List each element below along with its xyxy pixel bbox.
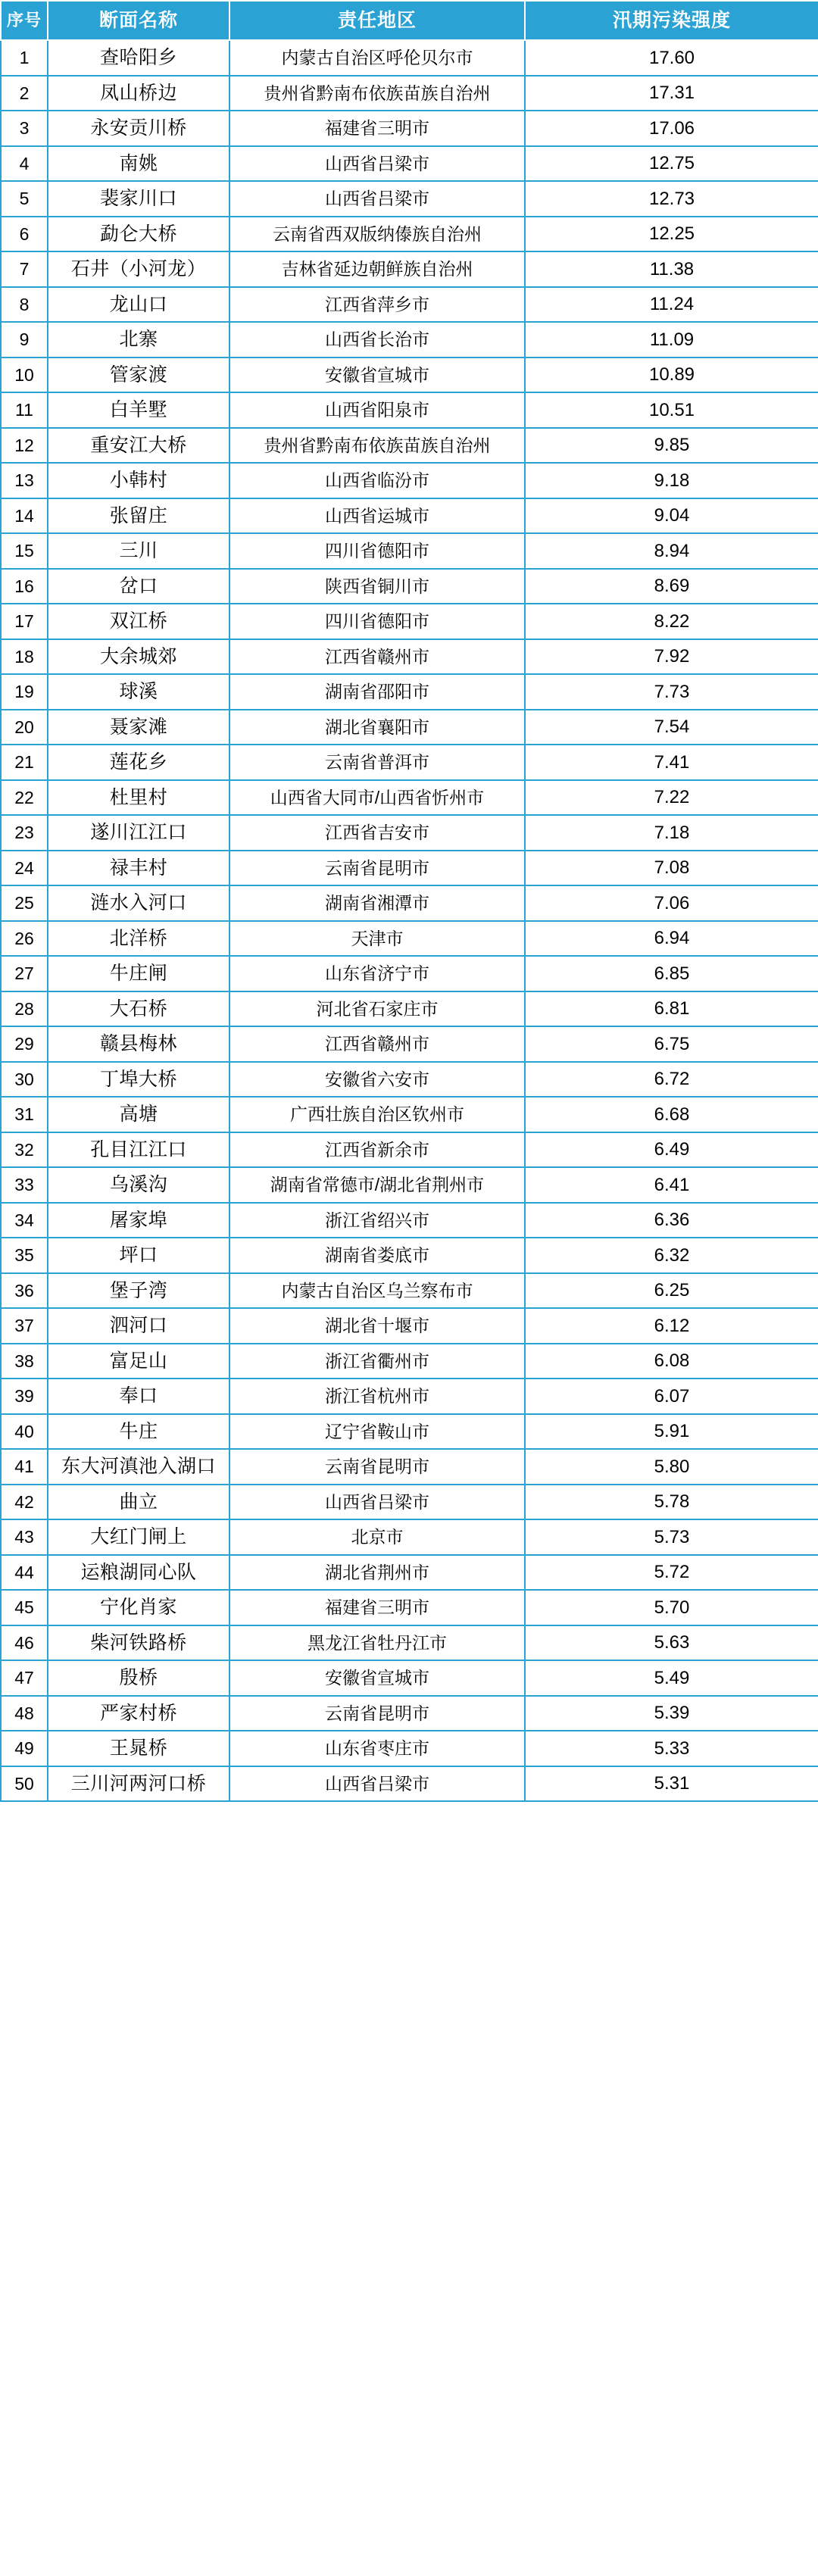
table-row: [1, 780, 818, 816]
cell-pollution-intensity: 7.92: [525, 639, 818, 675]
cell-region: 云南省普洱市: [229, 745, 525, 780]
cell-pollution-intensity: 9.04: [525, 498, 818, 534]
cell-section-name: 严家村桥: [48, 1696, 229, 1731]
cell-region: 山西省吕梁市: [229, 1766, 525, 1802]
cell-section-name: 莲花乡: [48, 745, 229, 780]
cell-region: 山西省吕梁市: [229, 1485, 525, 1520]
cell-section-name: 赣县梅林: [48, 1026, 229, 1062]
table-row: [1, 1696, 818, 1731]
table-row: [1, 1203, 818, 1238]
cell-region: 云南省西双版纳傣族自治州: [229, 217, 525, 252]
cell-seq: 5: [1, 181, 48, 217]
table-row: [1, 1026, 818, 1062]
cell-pollution-intensity: 7.18: [525, 815, 818, 851]
cell-pollution-intensity: 7.41: [525, 745, 818, 780]
cell-seq: 29: [1, 1026, 48, 1062]
table-row: [1, 851, 818, 886]
cell-section-name: 大红门闸上: [48, 1519, 229, 1555]
cell-section-name: 东大河滇池入湖口: [48, 1449, 229, 1485]
table-row: [1, 40, 818, 76]
cell-seq: 14: [1, 498, 48, 534]
table-row: [1, 428, 818, 464]
cell-pollution-intensity: 7.73: [525, 674, 818, 710]
cell-seq: 43: [1, 1519, 48, 1555]
cell-section-name: 殷桥: [48, 1660, 229, 1696]
table-row: [1, 146, 818, 182]
cell-pollution-intensity: 5.80: [525, 1449, 818, 1485]
column-header-region: 责任地区: [229, 1, 525, 40]
cell-region: 湖南省湘潭市: [229, 885, 525, 921]
cell-seq: 45: [1, 1590, 48, 1625]
cell-seq: 36: [1, 1273, 48, 1309]
table-row: [1, 674, 818, 710]
cell-pollution-intensity: 8.69: [525, 569, 818, 604]
cell-region: 贵州省黔南布依族苗族自治州: [229, 76, 525, 111]
cell-section-name: 三川: [48, 533, 229, 569]
table-row: [1, 885, 818, 921]
cell-region: 内蒙古自治区呼伦贝尔市: [229, 40, 525, 76]
cell-pollution-intensity: 6.25: [525, 1273, 818, 1309]
cell-seq: 16: [1, 569, 48, 604]
cell-region: 山西省运城市: [229, 498, 525, 534]
cell-pollution-intensity: 5.78: [525, 1485, 818, 1520]
cell-seq: 24: [1, 851, 48, 886]
cell-region: 陕西省铜川市: [229, 569, 525, 604]
cell-section-name: 高塘: [48, 1097, 229, 1132]
cell-section-name: 双江桥: [48, 604, 229, 639]
cell-section-name: 孔目江江口: [48, 1132, 229, 1168]
cell-region: 吉林省延边朝鲜族自治州: [229, 251, 525, 287]
cell-section-name: 乌溪沟: [48, 1167, 229, 1203]
cell-pollution-intensity: 6.07: [525, 1379, 818, 1414]
table-row: [1, 498, 818, 534]
cell-section-name: 重安江大桥: [48, 428, 229, 464]
cell-region: 湖南省常德市/湖北省荆州市: [229, 1167, 525, 1203]
cell-pollution-intensity: 6.72: [525, 1062, 818, 1098]
cell-pollution-intensity: 6.08: [525, 1344, 818, 1379]
cell-seq: 42: [1, 1485, 48, 1520]
table-row: [1, 1167, 818, 1203]
cell-seq: 50: [1, 1766, 48, 1802]
table-row: [1, 1379, 818, 1414]
table-row: [1, 322, 818, 358]
cell-section-name: 南姚: [48, 146, 229, 182]
cell-pollution-intensity: 6.68: [525, 1097, 818, 1132]
cell-region: 安徽省六安市: [229, 1062, 525, 1098]
table-row: [1, 1449, 818, 1485]
cell-seq: 9: [1, 322, 48, 358]
cell-section-name: 奉口: [48, 1379, 229, 1414]
table-row: [1, 392, 818, 428]
cell-pollution-intensity: 5.72: [525, 1555, 818, 1591]
cell-pollution-intensity: 17.31: [525, 76, 818, 111]
cell-seq: 38: [1, 1344, 48, 1379]
cell-section-name: 岔口: [48, 569, 229, 604]
table-row: [1, 111, 818, 146]
cell-pollution-intensity: 6.75: [525, 1026, 818, 1062]
cell-section-name: 查哈阳乡: [48, 40, 229, 76]
cell-region: 山东省枣庄市: [229, 1731, 525, 1766]
table-row: [1, 991, 818, 1027]
cell-seq: 18: [1, 639, 48, 675]
cell-pollution-intensity: 5.31: [525, 1766, 818, 1802]
cell-seq: 46: [1, 1625, 48, 1661]
table-header-row: [1, 1, 818, 40]
cell-section-name: 曲立: [48, 1485, 229, 1520]
cell-region: 江西省吉安市: [229, 815, 525, 851]
cell-pollution-intensity: 11.24: [525, 287, 818, 323]
cell-pollution-intensity: 6.41: [525, 1167, 818, 1203]
cell-section-name: 裴家川口: [48, 181, 229, 217]
table-row: [1, 1485, 818, 1520]
cell-pollution-intensity: 7.06: [525, 885, 818, 921]
cell-pollution-intensity: 7.54: [525, 710, 818, 745]
table-row: [1, 815, 818, 851]
cell-seq: 47: [1, 1660, 48, 1696]
table-row: [1, 533, 818, 569]
table-row: [1, 569, 818, 604]
cell-region: 安徽省宣城市: [229, 1660, 525, 1696]
table-row: [1, 1731, 818, 1766]
cell-section-name: 堡子湾: [48, 1273, 229, 1309]
cell-region: 江西省赣州市: [229, 1026, 525, 1062]
table-row: [1, 1097, 818, 1132]
cell-seq: 6: [1, 217, 48, 252]
table-header: [1, 1, 818, 40]
cell-pollution-intensity: 9.18: [525, 463, 818, 498]
cell-pollution-intensity: 6.49: [525, 1132, 818, 1168]
cell-section-name: 管家渡: [48, 358, 229, 393]
table-row: [1, 1766, 818, 1802]
cell-section-name: 牛庄闸: [48, 956, 229, 991]
cell-region: 山西省临汾市: [229, 463, 525, 498]
cell-pollution-intensity: 6.85: [525, 956, 818, 991]
cell-pollution-intensity: 6.94: [525, 921, 818, 957]
cell-region: 湖南省邵阳市: [229, 674, 525, 710]
cell-region: 北京市: [229, 1519, 525, 1555]
table-row: [1, 745, 818, 780]
cell-seq: 1: [1, 40, 48, 76]
cell-section-name: 牛庄: [48, 1414, 229, 1450]
cell-region: 福建省三明市: [229, 1590, 525, 1625]
cell-region: 山东省济宁市: [229, 956, 525, 991]
cell-region: 云南省昆明市: [229, 1449, 525, 1485]
table-row: [1, 710, 818, 745]
table-row: [1, 358, 818, 393]
table-row: [1, 1238, 818, 1273]
cell-section-name: 屠家埠: [48, 1203, 229, 1238]
cell-seq: 26: [1, 921, 48, 957]
cell-seq: 34: [1, 1203, 48, 1238]
cell-seq: 41: [1, 1449, 48, 1485]
table-row: [1, 1519, 818, 1555]
cell-region: 湖北省襄阳市: [229, 710, 525, 745]
cell-section-name: 杜里村: [48, 780, 229, 816]
table-row: [1, 1132, 818, 1168]
cell-seq: 31: [1, 1097, 48, 1132]
cell-pollution-intensity: 9.85: [525, 428, 818, 464]
table-row: [1, 1625, 818, 1661]
cell-seq: 20: [1, 710, 48, 745]
cell-region: 湖北省十堰市: [229, 1308, 525, 1344]
cell-seq: 23: [1, 815, 48, 851]
cell-seq: 17: [1, 604, 48, 639]
cell-seq: 33: [1, 1167, 48, 1203]
table-row: [1, 956, 818, 991]
cell-section-name: 北洋桥: [48, 921, 229, 957]
cell-section-name: 张留庄: [48, 498, 229, 534]
table-body: [1, 40, 818, 1801]
cell-pollution-intensity: 12.25: [525, 217, 818, 252]
cell-pollution-intensity: 5.63: [525, 1625, 818, 1661]
cell-section-name: 富足山: [48, 1344, 229, 1379]
cell-seq: 27: [1, 956, 48, 991]
table-row: [1, 76, 818, 111]
cell-seq: 48: [1, 1696, 48, 1731]
cell-region: 辽宁省鞍山市: [229, 1414, 525, 1450]
cell-seq: 13: [1, 463, 48, 498]
cell-seq: 11: [1, 392, 48, 428]
cell-seq: 4: [1, 146, 48, 182]
cell-seq: 49: [1, 1731, 48, 1766]
cell-seq: 21: [1, 745, 48, 780]
cell-pollution-intensity: 17.60: [525, 40, 818, 76]
cell-seq: 28: [1, 991, 48, 1027]
column-header-seq: 序号: [1, 1, 48, 40]
cell-pollution-intensity: 5.49: [525, 1660, 818, 1696]
cell-section-name: 运粮湖同心队: [48, 1555, 229, 1591]
cell-section-name: 聂家滩: [48, 710, 229, 745]
cell-region: 山西省吕梁市: [229, 181, 525, 217]
cell-section-name: 坪口: [48, 1238, 229, 1273]
cell-section-name: 白羊墅: [48, 392, 229, 428]
cell-pollution-intensity: 7.22: [525, 780, 818, 816]
cell-pollution-intensity: 5.91: [525, 1414, 818, 1450]
cell-region: 四川省德阳市: [229, 533, 525, 569]
cell-region: 山西省长治市: [229, 322, 525, 358]
cell-section-name: 大石桥: [48, 991, 229, 1027]
cell-region: 云南省昆明市: [229, 1696, 525, 1731]
table-row: [1, 1660, 818, 1696]
cell-region: 云南省昆明市: [229, 851, 525, 886]
cell-region: 贵州省黔南布依族苗族自治州: [229, 428, 525, 464]
cell-pollution-intensity: 6.12: [525, 1308, 818, 1344]
cell-section-name: 勐仑大桥: [48, 217, 229, 252]
table-row: [1, 1308, 818, 1344]
table-row: [1, 287, 818, 323]
cell-pollution-intensity: 5.70: [525, 1590, 818, 1625]
table-row: [1, 1062, 818, 1098]
cell-section-name: 大余城郊: [48, 639, 229, 675]
cell-region: 黑龙江省牡丹江市: [229, 1625, 525, 1661]
column-header-value: 汛期污染强度: [525, 1, 818, 40]
cell-region: 四川省德阳市: [229, 604, 525, 639]
cell-region: 山西省大同市/山西省忻州市: [229, 780, 525, 816]
cell-section-name: 涟水入河口: [48, 885, 229, 921]
cell-seq: 40: [1, 1414, 48, 1450]
table-row: [1, 1590, 818, 1625]
cell-section-name: 禄丰村: [48, 851, 229, 886]
cell-section-name: 王晁桥: [48, 1731, 229, 1766]
cell-pollution-intensity: 5.39: [525, 1696, 818, 1731]
cell-region: 浙江省衢州市: [229, 1344, 525, 1379]
cell-region: 江西省赣州市: [229, 639, 525, 675]
cell-section-name: 小韩村: [48, 463, 229, 498]
table-row: [1, 1555, 818, 1591]
cell-pollution-intensity: 5.73: [525, 1519, 818, 1555]
cell-seq: 2: [1, 76, 48, 111]
cell-seq: 15: [1, 533, 48, 569]
cell-pollution-intensity: 12.73: [525, 181, 818, 217]
cell-region: 广西壮族自治区钦州市: [229, 1097, 525, 1132]
cell-seq: 19: [1, 674, 48, 710]
cell-seq: 35: [1, 1238, 48, 1273]
table-row: [1, 1414, 818, 1450]
cell-pollution-intensity: 10.89: [525, 358, 818, 393]
cell-region: 山西省阳泉市: [229, 392, 525, 428]
cell-pollution-intensity: 8.22: [525, 604, 818, 639]
cell-region: 内蒙古自治区乌兰察布市: [229, 1273, 525, 1309]
cell-pollution-intensity: 11.09: [525, 322, 818, 358]
cell-seq: 3: [1, 111, 48, 146]
cell-pollution-intensity: 7.08: [525, 851, 818, 886]
cell-pollution-intensity: 8.94: [525, 533, 818, 569]
cell-section-name: 凤山桥边: [48, 76, 229, 111]
cell-seq: 44: [1, 1555, 48, 1591]
cell-pollution-intensity: 6.36: [525, 1203, 818, 1238]
table-row: [1, 1344, 818, 1379]
cell-pollution-intensity: 17.06: [525, 111, 818, 146]
cell-pollution-intensity: 6.32: [525, 1238, 818, 1273]
cell-section-name: 宁化肖家: [48, 1590, 229, 1625]
cell-region: 安徽省宣城市: [229, 358, 525, 393]
table-row: [1, 217, 818, 252]
cell-region: 湖南省娄底市: [229, 1238, 525, 1273]
cell-section-name: 石井（小河龙）: [48, 251, 229, 287]
table-row: [1, 251, 818, 287]
cell-section-name: 北寨: [48, 322, 229, 358]
cell-region: 河北省石家庄市: [229, 991, 525, 1027]
cell-region: 福建省三明市: [229, 111, 525, 146]
table-row: [1, 1273, 818, 1309]
cell-seq: 25: [1, 885, 48, 921]
cell-region: 浙江省绍兴市: [229, 1203, 525, 1238]
cell-section-name: 遂川江江口: [48, 815, 229, 851]
cell-seq: 39: [1, 1379, 48, 1414]
cell-seq: 12: [1, 428, 48, 464]
cell-seq: 30: [1, 1062, 48, 1098]
cell-seq: 22: [1, 780, 48, 816]
cell-section-name: 柴河铁路桥: [48, 1625, 229, 1661]
table-row: [1, 181, 818, 217]
table-row: [1, 463, 818, 498]
table-row: [1, 604, 818, 639]
cell-section-name: 泗河口: [48, 1308, 229, 1344]
cell-pollution-intensity: 5.33: [525, 1731, 818, 1766]
cell-pollution-intensity: 11.38: [525, 251, 818, 287]
cell-region: 山西省吕梁市: [229, 146, 525, 182]
table-row: [1, 639, 818, 675]
column-header-name: 断面名称: [48, 1, 229, 40]
cell-region: 江西省萍乡市: [229, 287, 525, 323]
cell-section-name: 三川河两河口桥: [48, 1766, 229, 1802]
cell-seq: 32: [1, 1132, 48, 1168]
cell-region: 江西省新余市: [229, 1132, 525, 1168]
cell-section-name: 龙山口: [48, 287, 229, 323]
cell-seq: 7: [1, 251, 48, 287]
cell-seq: 37: [1, 1308, 48, 1344]
cell-pollution-intensity: 6.81: [525, 991, 818, 1027]
cell-section-name: 丁埠大桥: [48, 1062, 229, 1098]
cell-pollution-intensity: 12.75: [525, 146, 818, 182]
cell-region: 天津市: [229, 921, 525, 957]
table-row: [1, 921, 818, 957]
cell-pollution-intensity: 10.51: [525, 392, 818, 428]
cell-seq: 10: [1, 358, 48, 393]
cell-seq: 8: [1, 287, 48, 323]
cell-section-name: 球溪: [48, 674, 229, 710]
cell-region: 湖北省荆州市: [229, 1555, 525, 1591]
cell-section-name: 永安贡川桥: [48, 111, 229, 146]
cell-region: 浙江省杭州市: [229, 1379, 525, 1414]
